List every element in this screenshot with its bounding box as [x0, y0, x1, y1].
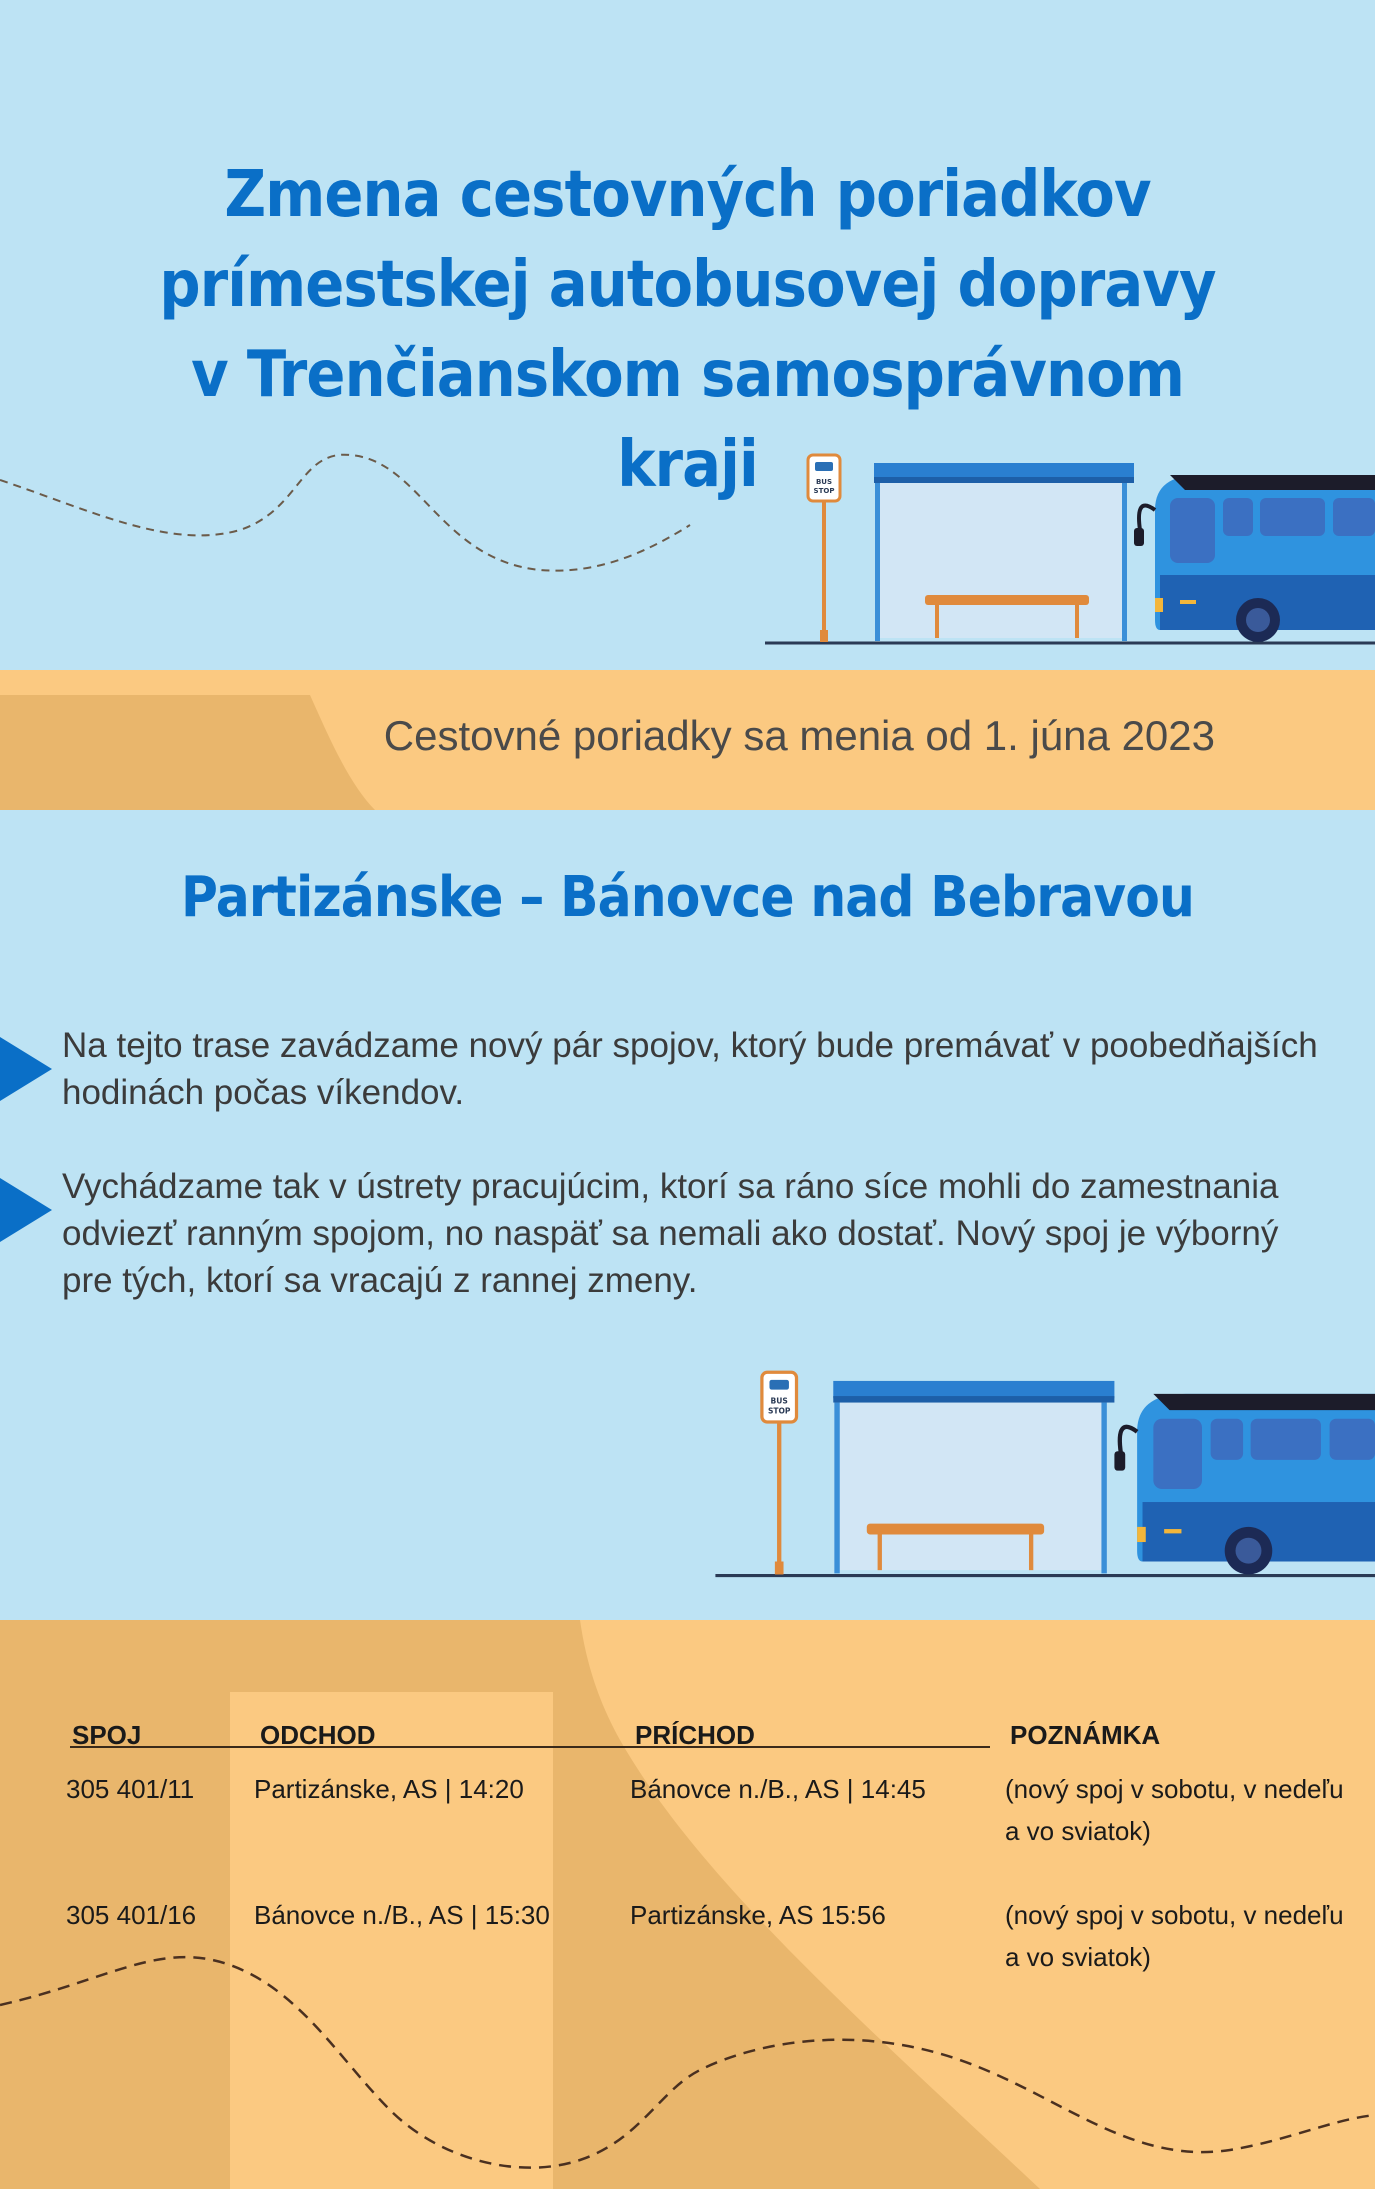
dashed-path-decoration	[0, 440, 700, 590]
bus-stop-illustration	[710, 1365, 1375, 1585]
band-shape-decoration	[0, 670, 400, 810]
column-header-odchod: ODCHOD	[260, 1720, 376, 1750]
cell-odchod: Partizánske, AS | 14:20	[254, 1774, 524, 1804]
date-band	[0, 670, 1375, 810]
effective-date-text: Cestovné poriadky sa menia od 1. júna 2023	[383, 712, 1215, 759]
column-header-poznamka: POZNÁMKA	[1010, 1720, 1161, 1750]
timetable-section	[0, 1620, 1375, 2189]
route-section	[0, 810, 1375, 1620]
column-header-prichod: PRÍCHOD	[635, 1720, 755, 1750]
title-line-3: v Trenčianskom samosprávnom kraji	[191, 338, 1184, 502]
column-header-spoj: SPOJ	[72, 1720, 142, 1750]
cell-prichod: Partizánske, AS 15:56	[630, 1900, 886, 1930]
cell-poznamka-line-2: a vo sviatok)	[1005, 1942, 1151, 1972]
title-line-1: Zmena cestovných poriadkov	[224, 158, 1151, 232]
cell-spoj: 305 401/11	[66, 1774, 195, 1804]
paragraph-2: Vychádzame tak v ústrety pracujúcim, ktorí sa ráno síce mohli do zamestnania odviezť ranným spojom, no naspäť sa nemali ako dostať. Nový spoj je výborný pre tých, ktorí sa vracajú z rannej zmeny.	[62, 1167, 1279, 1300]
table-header-line	[70, 1746, 990, 1748]
route-title: Partizánske – Bánovce nad Bebravou	[181, 865, 1194, 930]
cell-prichod: Bánovce n./B., AS | 14:45	[630, 1774, 926, 1804]
bus-stop-illustration	[760, 450, 1375, 650]
cell-odchod: Bánovce n./B., AS | 15:30	[254, 1900, 550, 1930]
hero-section	[0, 0, 1375, 670]
bus-sign-label-2: STOP	[813, 487, 835, 495]
bus-sign-label-1: BUS	[770, 1396, 788, 1406]
paragraph-1: Na tejto trase zavádzame nový pár spojov, ktorý bude premávať v poobedňajších hodinách počas víkendov.	[62, 1026, 1318, 1112]
bullet-arrow-icon	[0, 1178, 52, 1242]
bus-sign-label-2: STOP	[767, 1406, 791, 1416]
cell-poznamka-line-2: a vo sviatok)	[1005, 1816, 1151, 1846]
bus-sign-label-1: BUS	[815, 478, 833, 486]
bullet-arrow-icon	[0, 1037, 52, 1101]
title-line-2: prímestskej autobusovej dopravy	[159, 248, 1216, 322]
cell-poznamka-line-1: (nový spoj v sobotu, v nedeľu	[1005, 1774, 1344, 1804]
cell-spoj: 305 401/16	[66, 1900, 197, 1930]
cell-poznamka-line-1: (nový spoj v sobotu, v nedeľu	[1005, 1900, 1344, 1930]
